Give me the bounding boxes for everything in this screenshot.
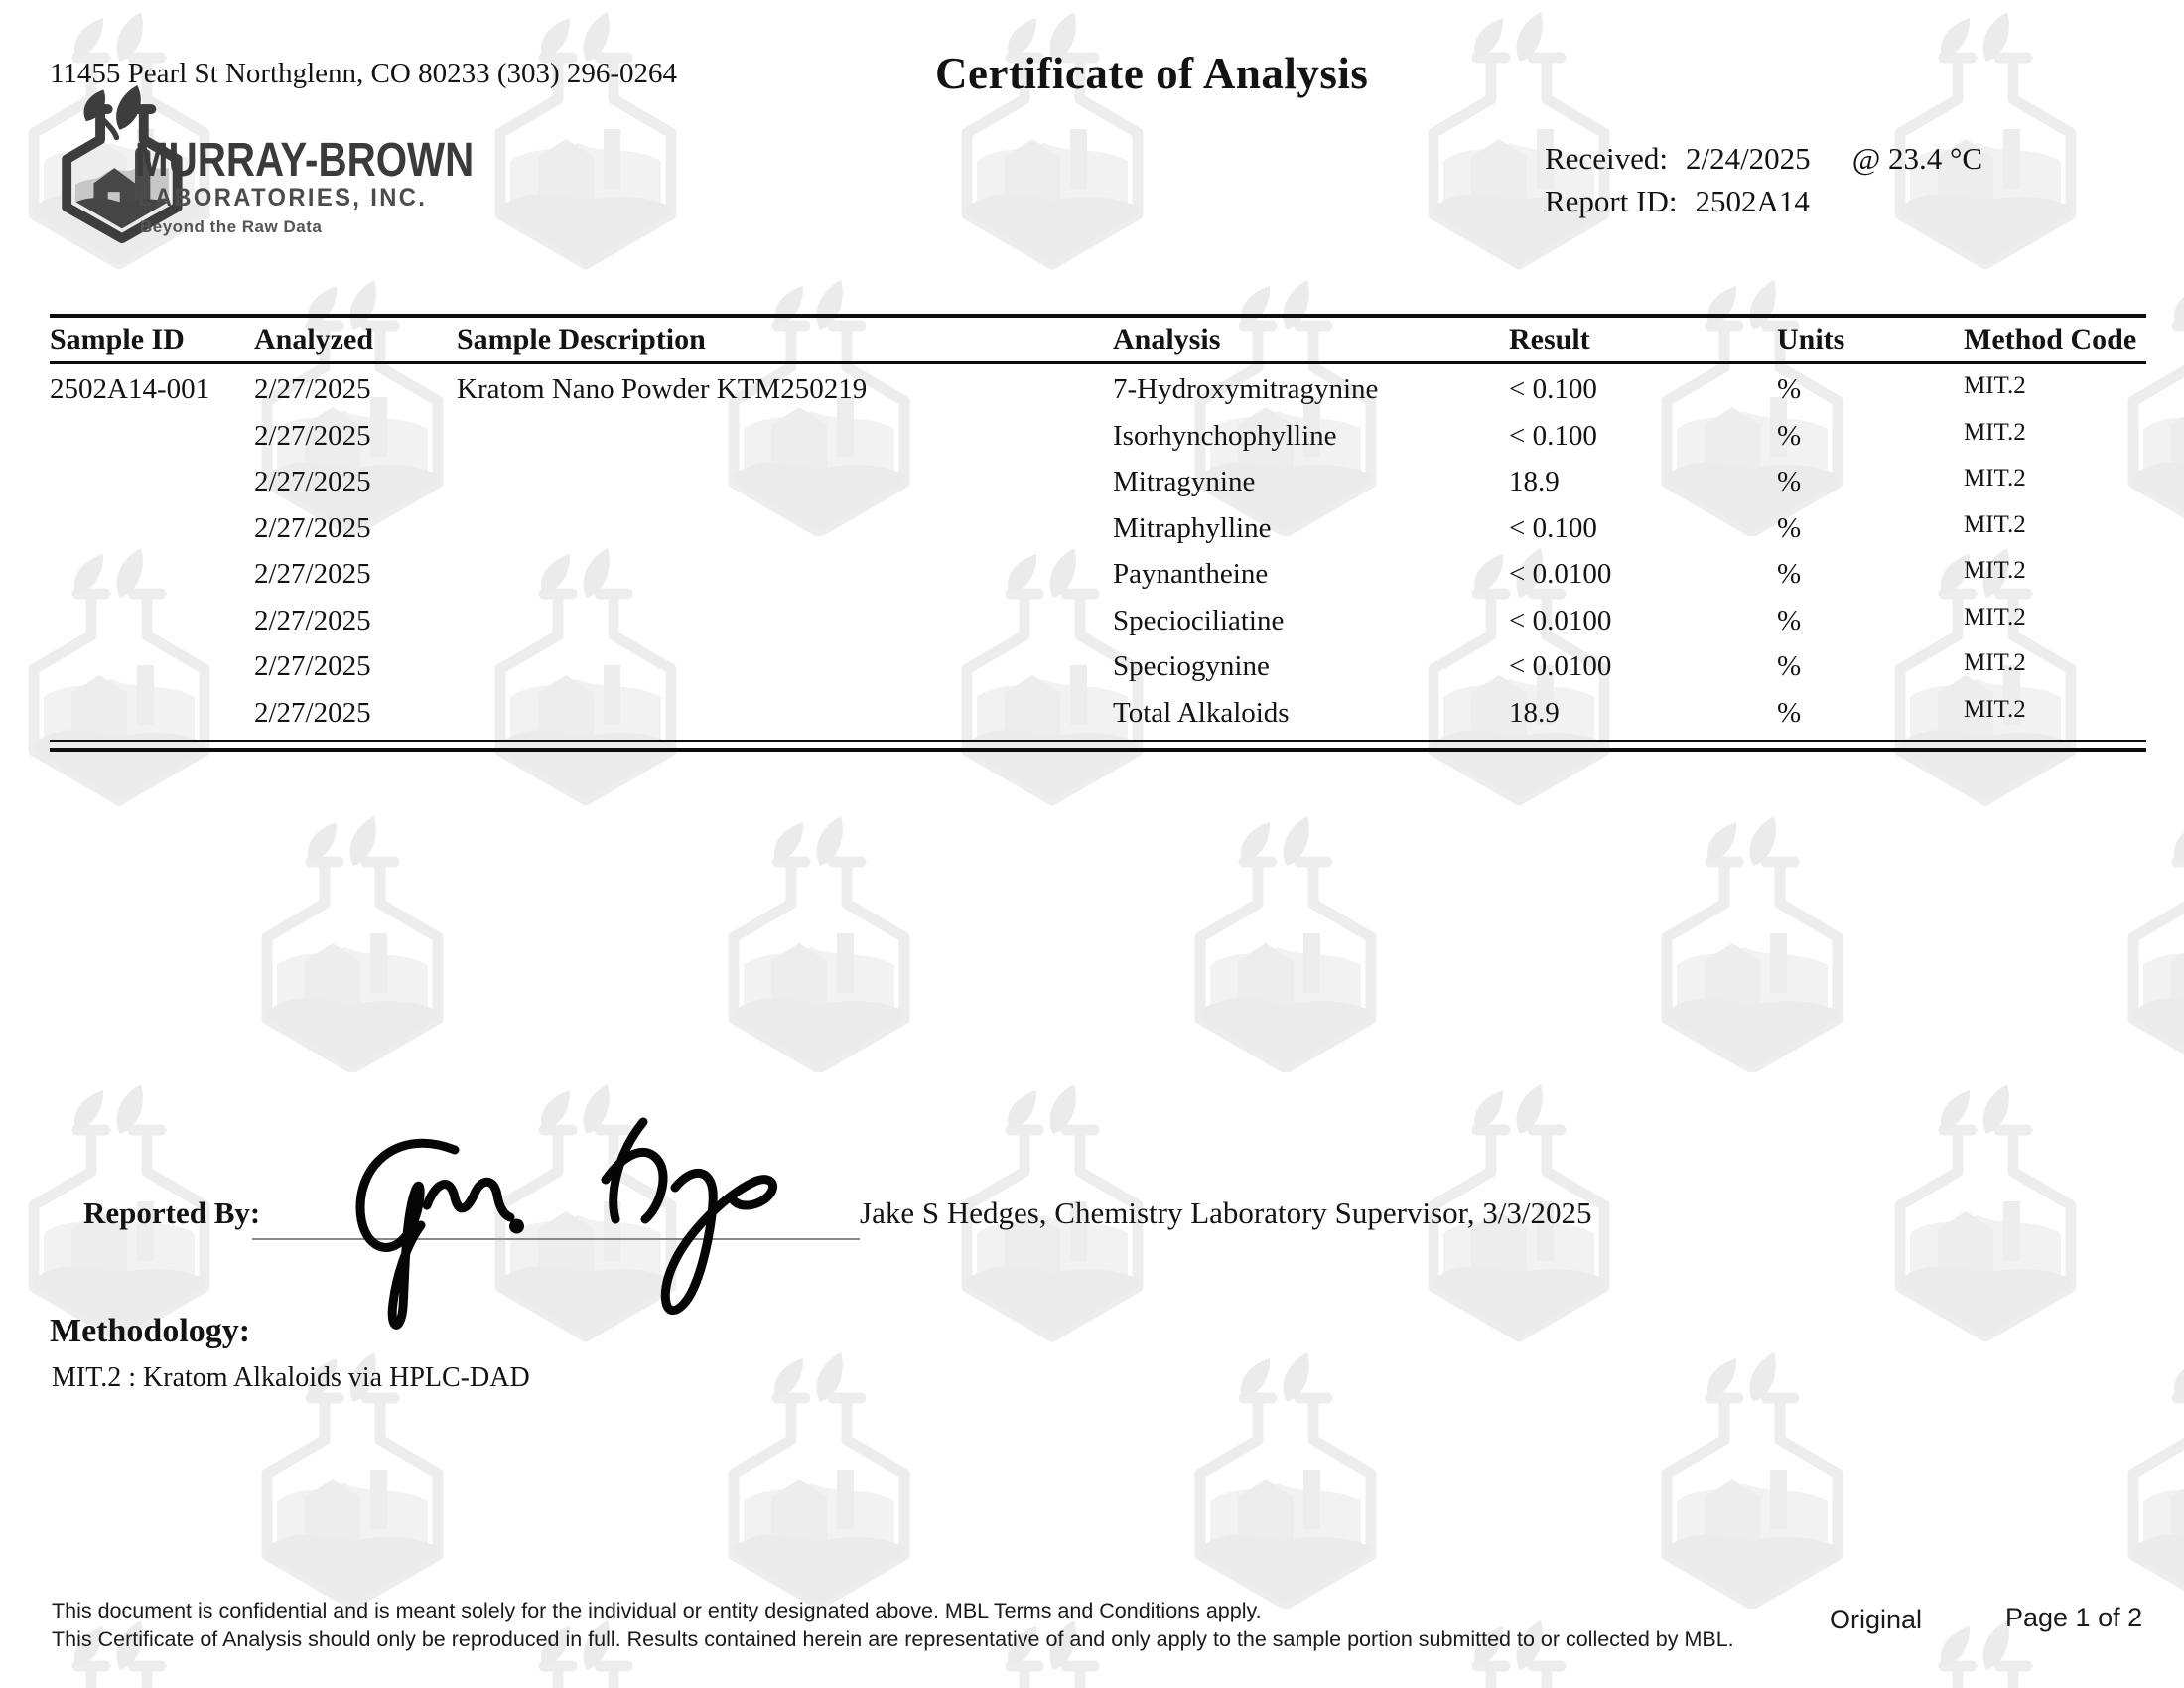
copy-type-label: Original — [1830, 1605, 1923, 1634]
cell-analysis: Mitraphylline — [1113, 511, 1272, 544]
reported-by-label: Reported By: — [83, 1196, 261, 1230]
table-row — [50, 690, 2146, 737]
report-meta — [1545, 137, 1982, 222]
table-bottom-rule — [50, 740, 2146, 752]
received-temperature: @ 23.4 °C — [1851, 141, 1983, 176]
cell-analysis: Speciociliatine — [1113, 604, 1285, 636]
report-id-value: 2502A14 — [1695, 184, 1810, 218]
table-row — [50, 643, 2146, 690]
logo-tagline: Beyond the Raw Data — [140, 217, 323, 236]
cell-analyzed: 2/27/2025 — [254, 466, 371, 497]
page-number: Page 1 of 2 — [2005, 1603, 2143, 1632]
cell-analyzed: 2/27/2025 — [254, 558, 371, 590]
cell-method-code: MIT.2 — [1964, 465, 2026, 492]
methodology-item: MIT.2 : Kratom Alkaloids via HPLC-DAD — [52, 1362, 530, 1393]
cell-method-code: MIT.2 — [1964, 603, 2026, 631]
cell-sample-id — [50, 413, 254, 460]
cell-description — [457, 690, 1113, 737]
results-table — [50, 314, 2146, 752]
cell-method-code: MIT.2 — [1964, 510, 2026, 538]
cell-analyzed: 2/27/2025 — [254, 604, 371, 636]
cell-result: < 0.100 — [1509, 419, 1597, 452]
cell-description: Kratom Nano Powder KTM250219 — [457, 373, 868, 405]
cell-method-code: MIT.2 — [1964, 418, 2026, 446]
cell-sample-id — [50, 459, 254, 505]
cell-analysis: Speciogynine — [1113, 650, 1270, 682]
page-title: Certificate of Analysis — [935, 49, 1369, 98]
cell-description — [457, 459, 1113, 505]
logo-name: MURRAY-BROWN — [135, 134, 475, 187]
methodology-heading: Methodology: — [50, 1313, 251, 1349]
column-header-1: Analyzed — [254, 323, 373, 355]
footer-line-2: This Certificate of Analysis should only be reproduced in full. Results contained herein are representative of and only apply to the sample portion submitted to or collected by MBL. — [52, 1627, 1734, 1651]
cell-description — [457, 505, 1113, 552]
signer-name-title: Jake S Hedges, Chemistry Laboratory Supervisor, 3/3/2025 — [860, 1196, 1592, 1230]
cell-units: % — [1777, 696, 1802, 729]
footer-line-1: This document is confidential and is meant solely for the individual or entity designated above. MBL Terms and Conditions apply. — [52, 1599, 1262, 1622]
table-header-rule — [50, 361, 2146, 364]
column-header-2: Sample Description — [457, 323, 706, 355]
cell-method-code: MIT.2 — [1964, 695, 2026, 723]
table-row — [50, 413, 2146, 460]
cell-units: % — [1777, 604, 1802, 636]
table-header-row — [50, 318, 2146, 360]
cell-units: % — [1777, 511, 1802, 544]
cell-units: % — [1777, 419, 1802, 452]
cell-analysis: 7-Hydroxymitragynine — [1113, 373, 1379, 405]
cell-analyzed: 2/27/2025 — [254, 419, 371, 452]
cell-sample-id: 2502A14-001 — [50, 373, 210, 405]
table-row — [50, 366, 2146, 413]
cell-result: 18.9 — [1509, 466, 1560, 497]
logo-subname: LABORATORIES, INC. — [138, 184, 428, 211]
cell-units: % — [1777, 466, 1802, 497]
footer-disclaimer — [52, 1597, 1734, 1654]
cell-description — [457, 551, 1113, 598]
cell-units: % — [1777, 373, 1802, 405]
cell-sample-id — [50, 690, 254, 737]
report-id-row — [1545, 180, 1982, 222]
cell-analyzed: 2/27/2025 — [254, 373, 371, 405]
column-header-5: Units — [1777, 323, 1845, 355]
table-row — [50, 459, 2146, 505]
cell-sample-id — [50, 598, 254, 644]
table-row — [50, 598, 2146, 644]
cell-analysis: Mitragynine — [1113, 466, 1256, 497]
table-body — [50, 366, 2146, 736]
cell-analysis: Isorhynchophylline — [1113, 419, 1337, 452]
signature-scrawl — [266, 1108, 822, 1341]
cell-analysis: Total Alkaloids — [1113, 696, 1290, 729]
cell-description — [457, 643, 1113, 690]
cell-method-code: MIT.2 — [1964, 557, 2026, 584]
column-header-6: Method Code — [1964, 323, 2137, 355]
cell-result: < 0.0100 — [1509, 558, 1612, 590]
column-header-3: Analysis — [1113, 323, 1221, 355]
cell-result: < 0.100 — [1509, 373, 1597, 405]
cell-result: < 0.0100 — [1509, 650, 1612, 682]
table-row — [50, 551, 2146, 598]
column-header-4: Result — [1509, 323, 1590, 355]
cell-description — [457, 598, 1113, 644]
received-row — [1545, 137, 1982, 180]
cell-method-code: MIT.2 — [1964, 372, 2026, 399]
cell-analysis: Paynantheine — [1113, 558, 1269, 590]
received-date: 2/24/2025 — [1685, 141, 1811, 176]
cell-analyzed: 2/27/2025 — [254, 511, 371, 544]
cell-sample-id — [50, 551, 254, 598]
cell-sample-id — [50, 643, 254, 690]
cell-sample-id — [50, 505, 254, 552]
column-header-0: Sample ID — [50, 323, 185, 355]
cell-result: 18.9 — [1509, 696, 1560, 729]
cell-result: < 0.100 — [1509, 511, 1597, 544]
received-label: Received: — [1545, 141, 1668, 176]
cell-description — [457, 413, 1113, 460]
report-id-label: Report ID: — [1545, 184, 1678, 218]
cell-analyzed: 2/27/2025 — [254, 696, 371, 729]
lab-address: 11455 Pearl St Northglenn, CO 80233 (303) 296-0264 — [50, 58, 678, 89]
cell-method-code: MIT.2 — [1964, 649, 2026, 676]
cell-units: % — [1777, 650, 1802, 682]
table-row — [50, 505, 2146, 552]
cell-result: < 0.0100 — [1509, 604, 1612, 636]
cell-analyzed: 2/27/2025 — [254, 650, 371, 682]
cell-units: % — [1777, 558, 1802, 590]
